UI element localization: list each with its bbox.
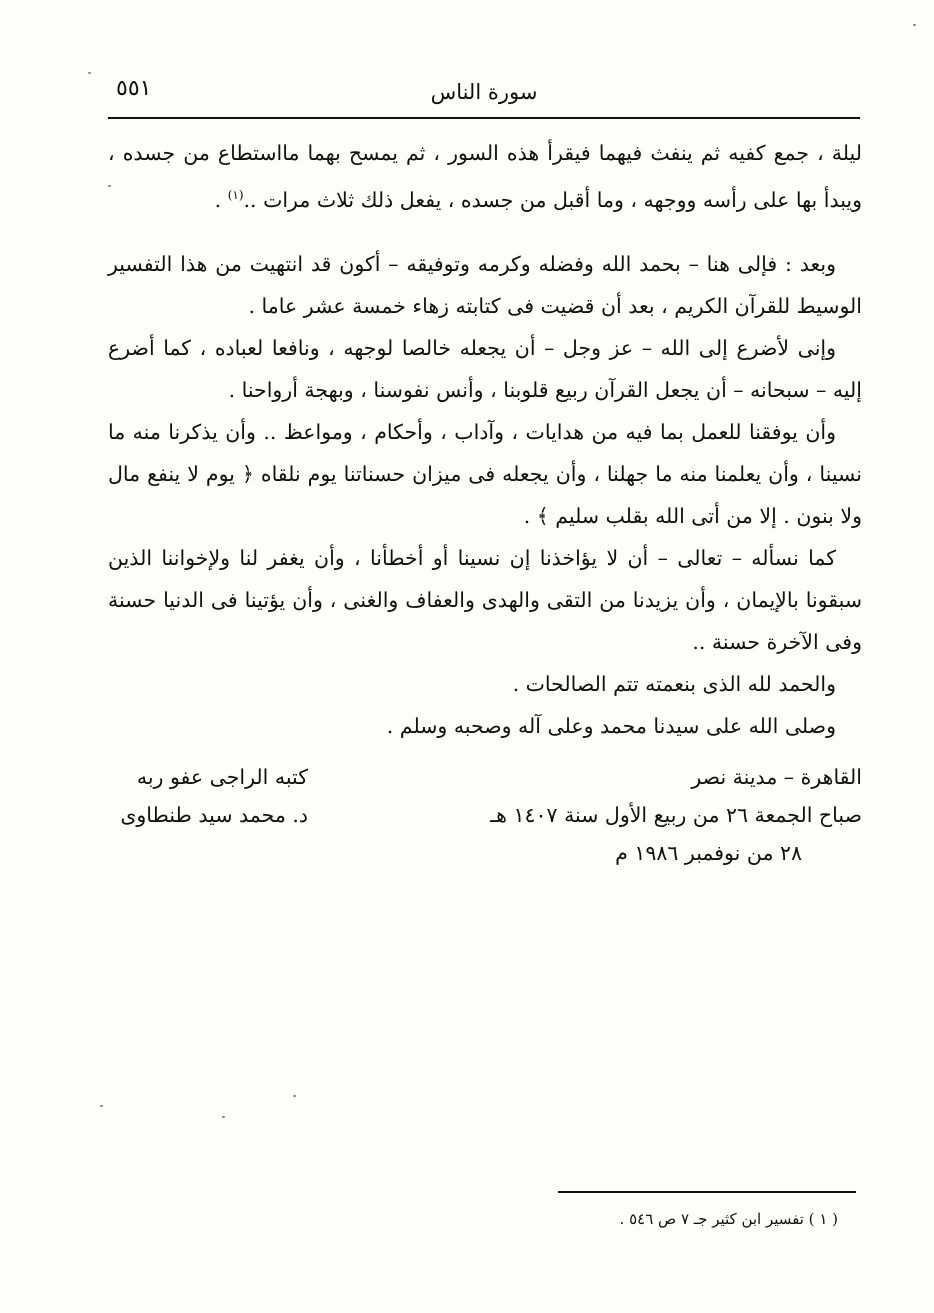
- header-rule: [108, 117, 860, 119]
- place: القاهرة – مدينة نصر: [691, 765, 862, 789]
- page-header: [108, 72, 860, 112]
- paragraph-3: وإنى لأضرع إلى الله – عز وجل – أن يجعله خالصا لوجهه ، ونافعا لعباده ، كما أضرع إليه – سبحانه – أن يجعل القرآن ربيع قلوبنا ، وأنس نفوسنا ، وبهجة أرواحنا .: [108, 335, 862, 402]
- paragraph-5: كما نسأله – تعالى – أن لا يؤاخذنا إن نسينا أو أخطأنا ، وأن يغفر لنا ولإخواننا الذين سبقونا بالإيمان ، وأن يزيدنا من التقى والهدى والعفاف والغنى ، وأن يؤتينا فى الدنيا حسنة وفى الآخرة حسنة ..: [108, 545, 862, 654]
- paragraph-6: والحمد لله الذى بنعمته تتم الصالحات .: [512, 671, 836, 696]
- footnote: ( ١ ) تفسير ابن كثير جـ ٧ ص ٥٤٦ .: [619, 1210, 838, 1228]
- scan-speck: [100, 1105, 103, 1107]
- paragraph-1-text: ليلة ، جمع كفيه ثم ينفث فيهما فيقرأ هذه السور ، ثم يمسح بهما مااستطاع من جسده ، ويبدأ بها على رأسه ووجهه ، وما أقبل من جسده ، يفعل ذلك ثلاث مرات ..: [108, 141, 862, 212]
- page-number: ٥٥١: [116, 76, 152, 101]
- paragraph-4: وأن يوفقنا للعمل بما فيه من هدايات ، وآداب ، وأحكام ، ومواعظ .. وأن يذكرنا منه ما نسينا ، وأن يعلمنا منه ما جهلنا ، وأن يجعله فى ميزان حسناتنا يوم نلقاه ﴿ يوم لا ينفع مال ولا بنون . إلا من أتى الله بقلب سليم ﴾ .: [108, 419, 862, 528]
- main-text: [108, 132, 862, 747]
- scan-speck: [88, 72, 91, 74]
- place-and-date: [490, 758, 862, 872]
- date-hijri: صباح الجمعة ٢٦ من ربيع الأول سنة ١٤٠٧ هـ: [490, 803, 862, 827]
- surah-title: سورة الناس: [430, 80, 538, 104]
- scan-speck: [293, 1095, 296, 1097]
- scan-speck: [108, 185, 111, 187]
- scan-speck: [913, 24, 916, 26]
- paragraph-2: وبعد : فإلى هنا – بحمد الله وفضله وكرمه وتوفيقه – أكون قد انتهيت من هذا التفسير الوسيط للقرآن الكريم ، بعد أن قضيت فى كتابته زهاء خمسة عشر عاما .: [108, 251, 862, 318]
- footnote-reference: (١): [227, 188, 244, 202]
- paragraph-1-tail: .: [214, 187, 228, 212]
- author-name: د. محمد سيد طنطاوى: [120, 803, 308, 827]
- author-line-1: كتبه الراجى عفو ربه: [136, 765, 308, 789]
- paragraph-1: [108, 132, 862, 221]
- footnote-rule: [558, 1191, 856, 1193]
- date-gregorian: ٢٨ من نوفمبر ١٩٨٦ م: [615, 841, 802, 865]
- signature-block: [108, 758, 862, 878]
- author-signature: [108, 758, 308, 834]
- paragraph-gap: [108, 221, 862, 243]
- paragraph-7: وصلى الله على سيدنا محمد وعلى آله وصحبه وسلم .: [386, 713, 836, 738]
- scan-speck: [222, 1116, 225, 1118]
